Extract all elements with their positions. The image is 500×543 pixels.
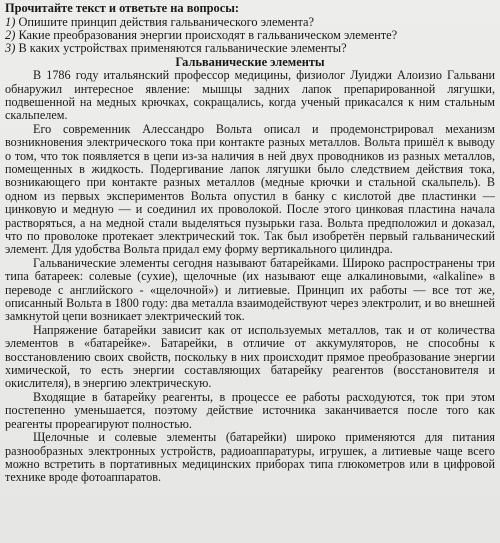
instructions-heading: Прочитайте текст и ответьте на вопросы: [5,1,240,15]
question-number: 3) [5,41,16,56]
question-text: Опишите принцип действия гальванического элемента? [18,14,315,29]
question-text: В каких устройствах применяются гальванические элементы? [18,41,347,56]
paragraph-galvani: В 1786 году итальянский профессор медицины, физиолог Луиджи Алоизио Гальвани обнаружил интересное явление: мышцы задних лапок препарированной лягушки, подвешенной на медных крючках, сокращались, когда ученый прикасался к ним стальным скальпелем. [5,68,495,123]
questions-list [5,16,495,56]
question-number: 2) [5,27,16,42]
question-item [5,29,495,42]
question-item [5,16,495,29]
question-number: 1) [5,14,16,29]
article-title: Гальванические элементы [175,54,325,69]
paragraph-voltage: Напряжение батарейки зависит как от используемых металлов, так и от количества элементов в «батарейке». Батарейки, в отличие от аккумуляторов, не способны к восстановлению своих свойств, поскольку в них происходит прямое преобразование энергии химической, то есть энергии составляющих батарейку реагентов (восстановителя и окислителя), в энергию электрическую. [5,322,495,391]
paragraph-reagents: Входящие в батарейку реагенты, в процессе ее работы расходуются, ток при этом постепенно уменьшается, поэтому действие источника заканчивается после того как реагенты прореагируют полностью. [5,389,495,431]
paragraph-volta: Его современник Алессандро Вольта описал и продемонстрировал механизм возникновения электрического тока при контакте разных металлов. Вольта пришёл к выводу о том, что ток появляется в цепи из-за наличия в ней двух проводников из разных металлов, помещенных в жидкость. Подергивание лапок лягушки было следствием действия тока, возникающего при контакте разных металлов (медные крючки и стальной скальпель). В одном из первых экспериментов Вольта опустил в банку с кислотой две пластинки — цинковую и медную — и соединил их проволокой. После этого цинковая пластина начала растворяться, а на медной стали выделяться пузырьки газа. Вольта предположил и доказал, что по проволоке протекает электрический ток. Так был изобретён первый гальванический элемент. Для удобства Вольта придал ему форму вертикального цилиндра. [5,121,495,257]
paragraph-applications: Щелочные и солевые элементы (батарейки) широко применяются для питания разнообразных электронных устройств, радиоаппаратуры, игрушек, а литиевые чаще всего можно встретить в портативных медицинских приборах типа глюкометров или в цифровой технике вроде фотоаппаратов. [5,430,495,485]
question-item [5,42,495,55]
paragraph-battery-types: Гальванические элементы сегодня называют батарейками. Широко распространены три типа батареек: солевые (сухие), щелочные (их называют еще алкалиновыми, «alkaline» в переводе с английского - «щелочной») и литиевые. Принцип их работы — все тот же, описанный Вольта в 1800 году: два металла взаимодействуют через электролит, и во внешней замкнутой цепи возникает электрический ток. [5,255,495,324]
question-text: Какие преобразования энергии происходят в гальваническом элементе? [18,27,398,42]
